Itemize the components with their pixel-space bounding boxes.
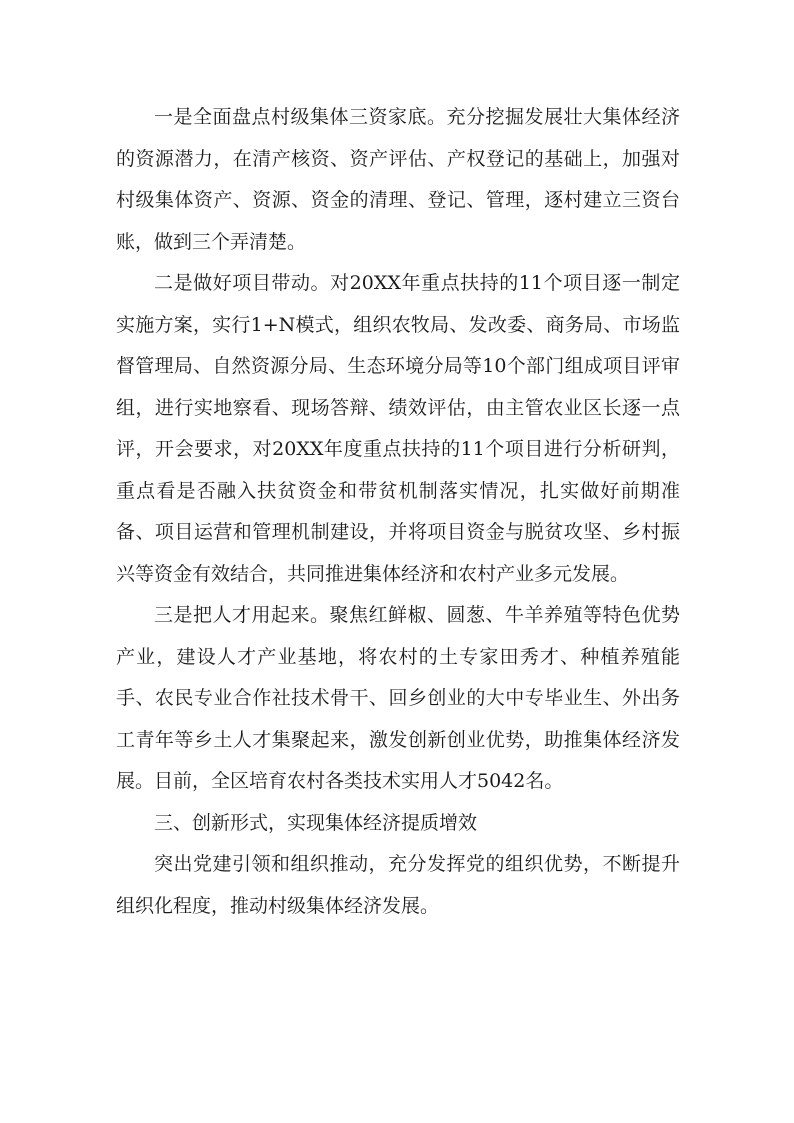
- paragraph-talent: 三是把人才用起来。聚焦红鲜椒、圆葱、牛羊养殖等特色优势产业，建设人才产业基地，将农村的土专家田秀才、种植养殖能手、农民专业合作社技术骨干、回乡创业的大中专毕业生、外出务工青年等乡土人才集聚起来，激发创新创业优势，助推集体经济发展。目前，全区培育农村各类技术实用人才5042名。: [116, 604, 680, 792]
- section-heading-innovation: 三、创新形式，实现集体经济提质增效: [154, 811, 478, 834]
- paragraph-project-driven: 二是做好项目带动。对20XX年重点扶持的11个项目逐一制定实施方案，实行1+N模式，组织农牧局、发改委、商务局、市场监督管理局、自然资源分局、生态环境分局等10个部门组成项目评审组，进行实地察看、现场答辩、绩效评估，由主管农业区长逐一点评，开会要求，对20XX年度重点扶持的11个项目进行分析研判，重点看是否融入扶贫资金和带贫机制落实情况，扎实做好前期准备、项目运营和管理机制建设，并将项目资金与脱贫攻坚、乡村振兴等资金有效结合，共同推进集体经济和农村产业多元发展。: [116, 272, 680, 585]
- paragraph-asset-inventory: 一是全面盘点村级集体三资家底。充分挖掘发展壮大集体经济的资源潜力，在清产核资、资产评估、产权登记的基础上，加强对村级集体资产、资源、资金的清理、登记、管理，逐村建立三资台账，做到三个弄清楚。: [116, 106, 680, 253]
- paragraph-party-leadership: 突出党建引领和组织推动，充分发挥党的组织优势，不断提升组织化程度，推动村级集体经济发展。: [116, 853, 680, 917]
- document-body: [116, 97, 680, 927]
